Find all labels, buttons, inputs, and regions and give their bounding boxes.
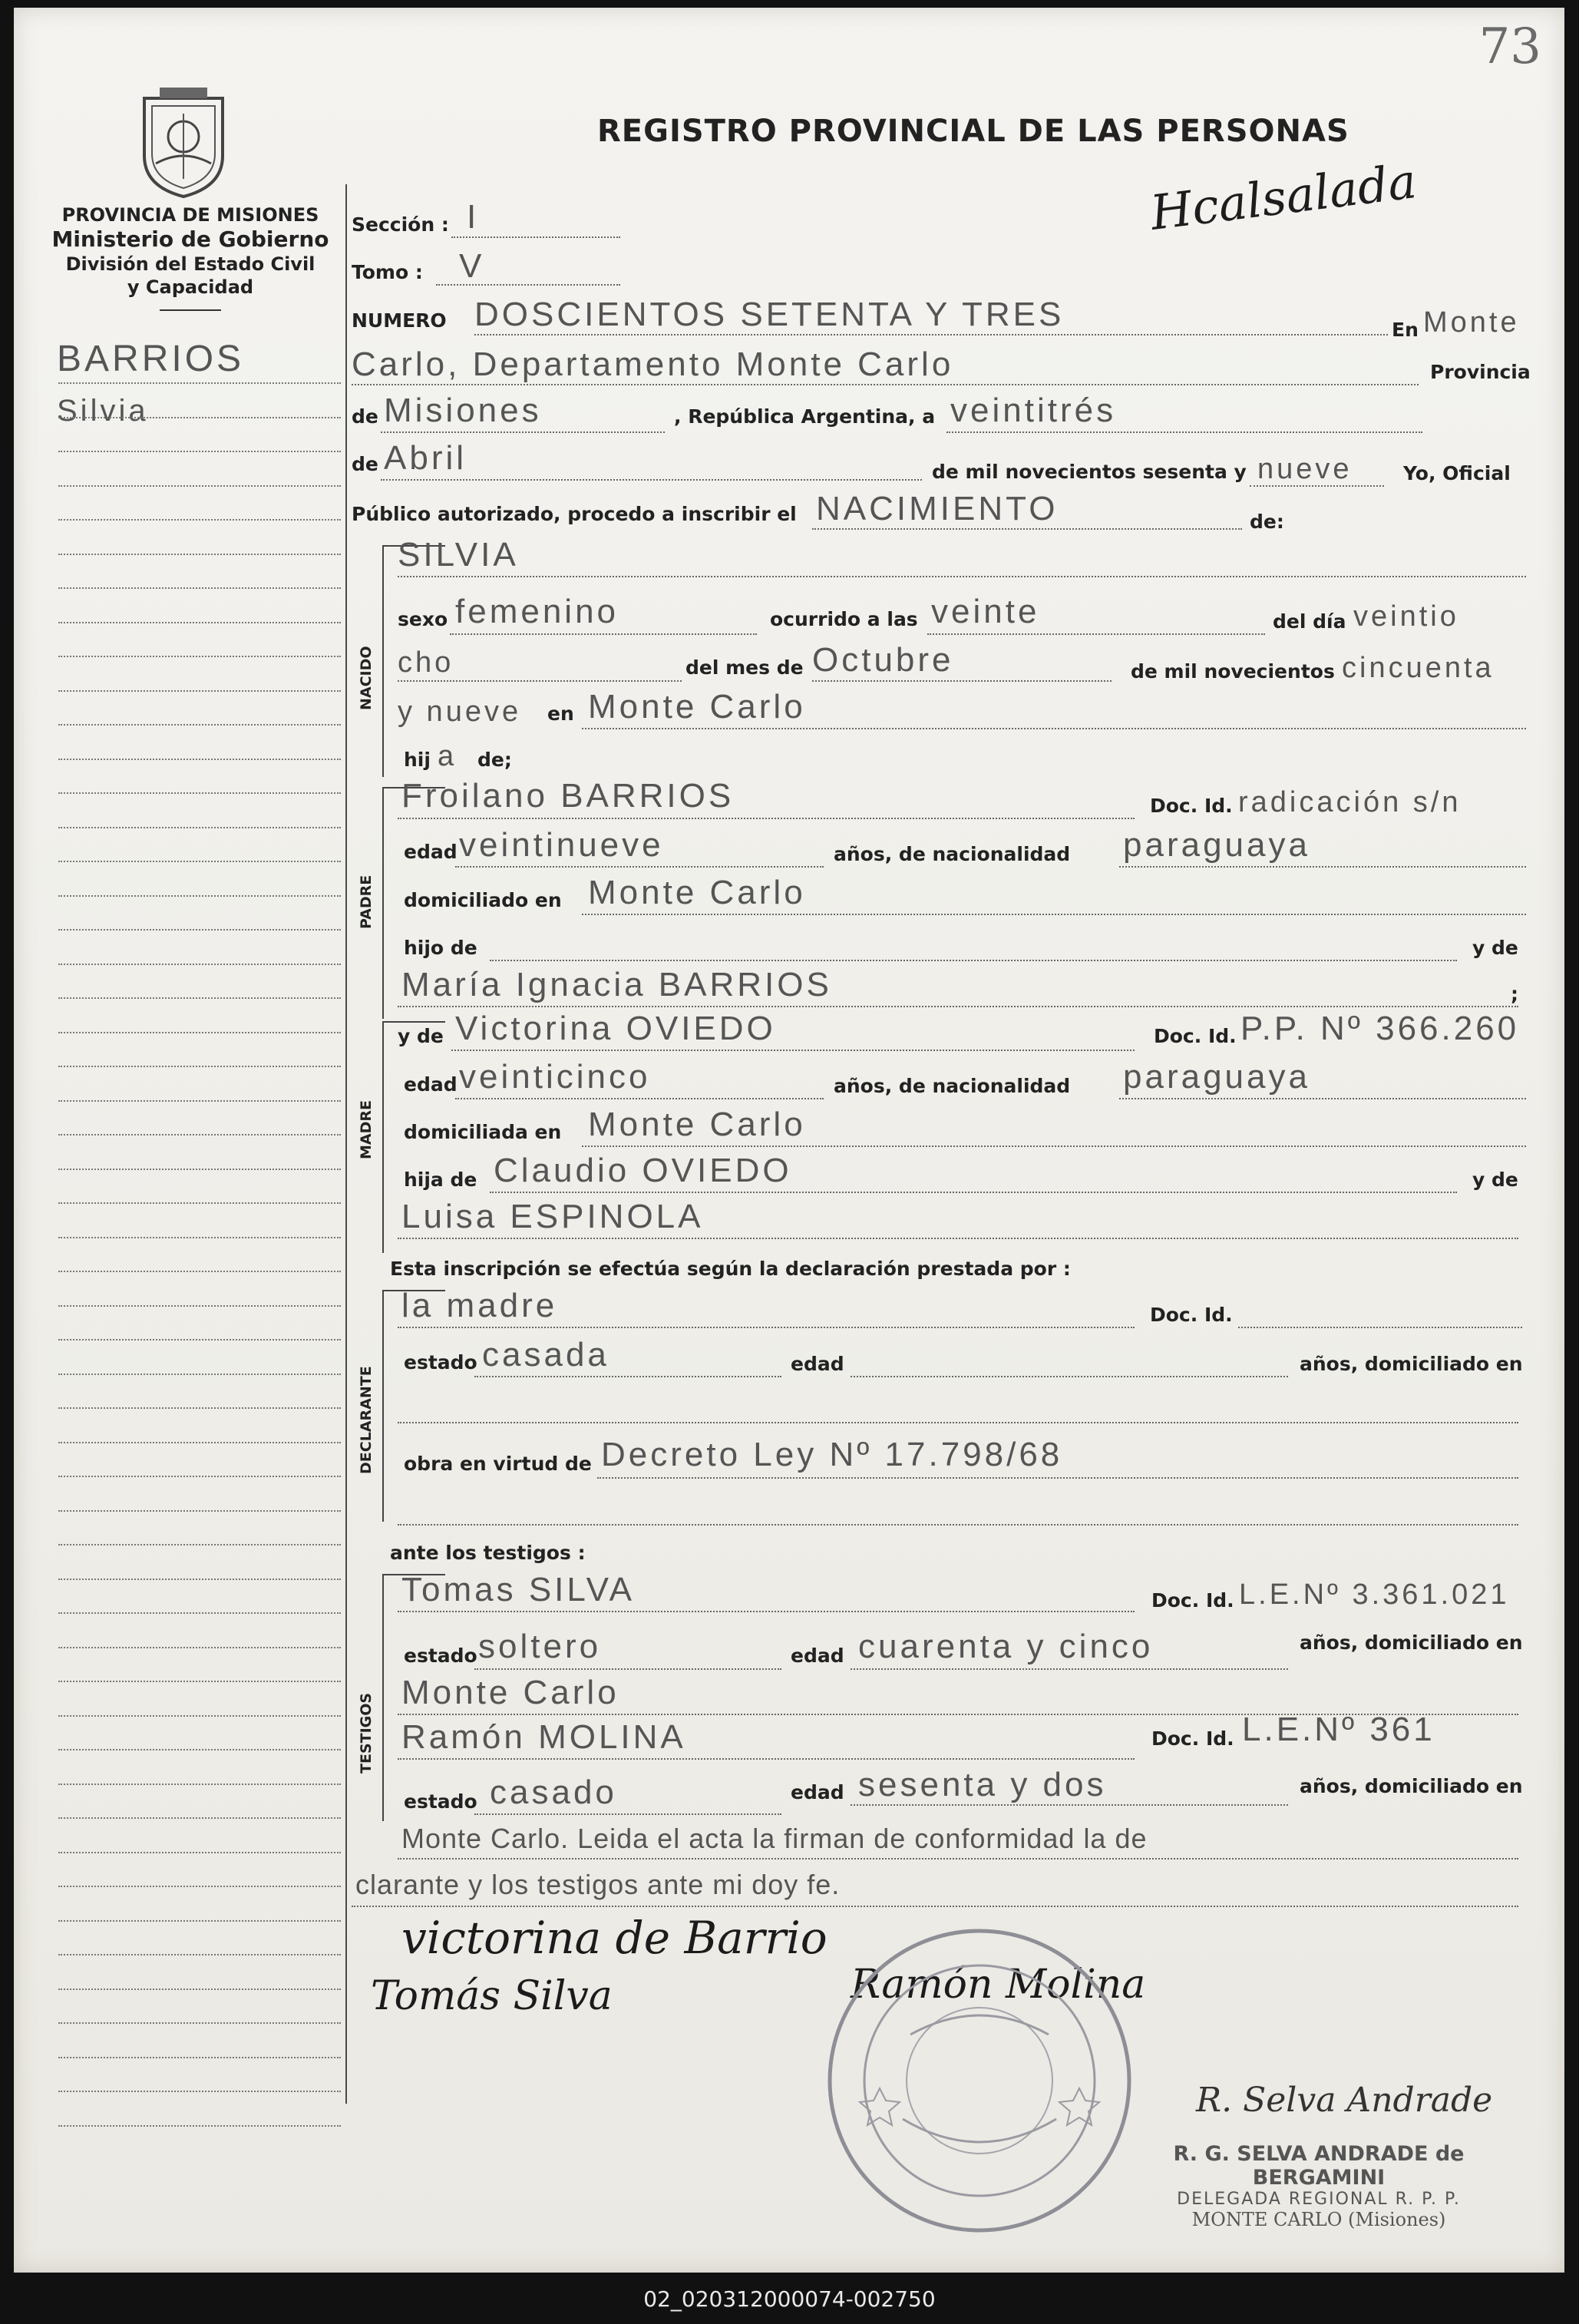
testigo1-estado-value: soltero (478, 1628, 602, 1665)
testigo2-name: Ramón MOLINA (401, 1718, 686, 1756)
seccion-label: Sección : (352, 213, 449, 236)
testigo1-name: Tomas SILVA (401, 1571, 636, 1608)
madre-father-value: Claudio OVIEDO (494, 1152, 792, 1189)
year-value: nueve (1257, 453, 1353, 485)
top-signature: Hcalsalada (1147, 153, 1419, 241)
anio-value: cincuenta (1342, 652, 1495, 684)
tomo-label: Tomo : (352, 261, 423, 283)
en-label: En (1392, 319, 1419, 341)
page-number: 73 (1478, 18, 1541, 75)
testigo1-edad-label: edad (791, 1645, 844, 1667)
year-label: de mil novecientos sesenta y (932, 461, 1247, 483)
header-rule (160, 309, 221, 311)
testigo2-estado-value: casado (490, 1774, 617, 1811)
madre-nac-label: años, de nacionalidad (834, 1075, 1071, 1097)
division-line-1: División del Estado Civil (65, 253, 315, 275)
padre-name: Froilano BARRIOS (401, 777, 735, 815)
left-header (45, 203, 336, 311)
padre-edad-label: edad (404, 841, 458, 863)
testigo1-dom-value: Monte Carlo (401, 1674, 619, 1711)
padre-dom-label: domiciliado en (404, 889, 562, 911)
publico-label: Público autorizado, procedo a inscribir el (352, 503, 797, 525)
testigo1-estado-label: estado (404, 1645, 477, 1667)
document-page (14, 8, 1564, 2273)
provincia-label: Provincia (1430, 361, 1531, 383)
testigo2-doc-value: L.E.Nº 361 (1242, 1711, 1435, 1748)
hij-suffix: a (438, 740, 458, 772)
obra-label: obra en virtud de (404, 1453, 592, 1475)
ocurrido-label: ocurrido a las (770, 608, 918, 630)
province-value: Misiones (384, 392, 542, 429)
madre-hija-label: hija de (404, 1169, 477, 1191)
officer-title: DELEGADA REGIONAL R. P. P. (1177, 2190, 1461, 2209)
sexo-value: femenino (455, 593, 619, 630)
officer-name: R. G. SELVA ANDRADE de BERGAMINI (1173, 2142, 1465, 2190)
madre-dom-value: Monte Carlo (588, 1106, 806, 1143)
padre-hijo-label: hijo de (404, 937, 477, 959)
nacido-section-label: NACIDO (358, 646, 375, 710)
footer-id: 02_020312000074-002750 (643, 2286, 936, 2312)
madre-mother-value: Luisa ESPINOLA (401, 1198, 704, 1235)
padre-y-de-label: y de (1472, 937, 1518, 959)
en-nacido-label: en (547, 702, 574, 725)
madre-edad-label: edad (404, 1073, 458, 1096)
anio-label: de mil novecientos (1131, 660, 1335, 683)
padre-mother-value: María Ignacia BARRIOS (401, 966, 832, 1003)
testigo2-edad-label: edad (791, 1781, 844, 1803)
padre-section-label: PADRE (358, 874, 375, 929)
act-value: NACIMIENTO (816, 490, 1059, 527)
closing-line-2: clarante y los testigos ante mi doy fe. (355, 1869, 841, 1900)
officer-place: MONTE CARLO (Misiones) (1191, 2209, 1446, 2230)
testigo2-dom-label: años, domiciliado en (1300, 1775, 1523, 1797)
officer-block (1119, 2142, 1518, 2230)
nacido-name: SILVIA (398, 536, 519, 574)
division-line-2: y Capacidad (127, 276, 254, 298)
mes-value: Octubre (812, 641, 954, 679)
madre-y-de-label: y de (398, 1025, 444, 1047)
madre-section-label: MADRE (358, 1100, 375, 1159)
declarante-doc-label: Doc. Id. (1150, 1304, 1233, 1326)
closing-line-1: Monte Carlo. Leida el acta la firman de conformidad la de (401, 1823, 1148, 1854)
declarante-intro: Esta inscripción se efectúa según la declaración prestada por : (390, 1258, 1071, 1280)
lugar-value: Monte Carlo (588, 688, 806, 726)
en-value: Monte (1423, 306, 1520, 339)
testigo2-doc-label: Doc. Id. (1151, 1727, 1234, 1750)
declarante-section-label: DECLARANTE (358, 1366, 375, 1474)
hij-de-label: de; (477, 749, 512, 771)
padre-doc-value: radicación s/n (1238, 786, 1462, 818)
declarant-signature: victorina de Barrio (401, 1912, 827, 1964)
hij-label: hij (404, 749, 431, 771)
madre-edad-value: veinticinco (459, 1058, 651, 1096)
madre-name: Victorina OVIEDO (455, 1010, 776, 1047)
dia-value: veintio (1353, 600, 1459, 633)
day-value: veintitrés (950, 392, 1117, 429)
province-name: PROVINCIA DE MISIONES (61, 204, 319, 226)
tomo-value: V (459, 247, 485, 285)
madre-dom-label: domiciliada en (404, 1121, 562, 1143)
testigo1-doc-label: Doc. Id. (1151, 1589, 1234, 1612)
testigo1-doc-value: L.E.Nº 3.361.021 (1239, 1579, 1510, 1611)
de-label: de (352, 405, 378, 428)
declarante-name: la madre (401, 1287, 558, 1324)
testigos-section-label: TESTIGOS (358, 1692, 375, 1774)
seccion-value: I (467, 198, 480, 236)
ministry-name: Ministerio de Gobierno (51, 226, 329, 252)
madre-doc-label: Doc. Id. (1154, 1025, 1237, 1047)
oficial-label: Yo, Oficial (1403, 462, 1511, 484)
republica-label: , República Argentina, a (674, 405, 936, 428)
hora-value: veinte (931, 593, 1040, 630)
dia-label: del día (1273, 610, 1346, 633)
place-value: Carlo, Departamento Monte Carlo (352, 345, 954, 383)
declarante-estado-label: estado (404, 1351, 477, 1374)
obra-value: Decreto Ley Nº 17.798/68 (601, 1436, 1063, 1473)
numero-label: NUMERO (352, 309, 447, 332)
testigo2-edad-value: sesenta y dos (858, 1766, 1107, 1803)
padre-nac-label: años, de nacionalidad (834, 843, 1071, 865)
declarante-estado-value: casada (482, 1336, 609, 1374)
document-title: REGISTRO PROVINCIAL DE LAS PERSONAS (597, 114, 1349, 149)
witness1-signature: Tomás Silva (371, 1973, 613, 2019)
testigo2-estado-label: estado (404, 1790, 477, 1813)
padre-dom-value: Monte Carlo (588, 874, 806, 911)
sexo-label: sexo (398, 608, 448, 630)
testigos-intro: ante los testigos : (390, 1542, 586, 1564)
numero-value: DOSCIENTOS SETENTA Y TRES (474, 296, 1065, 333)
madre-doc-value: P.P. Nº 366.260 (1240, 1010, 1520, 1047)
anio-value-continued: y nueve (398, 696, 522, 728)
padre-doc-label: Doc. Id. (1150, 795, 1233, 817)
margin-name: Silvia (57, 394, 149, 428)
declarante-edad-label: edad (791, 1353, 844, 1375)
declarante-dom-label: años, domiciliado en (1300, 1353, 1523, 1375)
madre-y-de-label-2: y de (1472, 1169, 1518, 1191)
de2-label: de (352, 453, 378, 475)
padre-nac-value: paraguaya (1123, 826, 1310, 864)
madre-nac-value: paraguaya (1123, 1058, 1310, 1096)
column-divider (345, 184, 347, 2104)
margin-surname: BARRIOS (57, 339, 245, 379)
witness2-signature: Ramón Molina (851, 1962, 1146, 2008)
month-value: Abril (384, 439, 467, 477)
official-stamp-icon (818, 1919, 1141, 2242)
testigo1-edad-value: cuarenta y cinco (858, 1628, 1154, 1665)
de3-label: de: (1250, 511, 1284, 533)
province-seal-icon (137, 83, 230, 198)
padre-edad-value: veintinueve (459, 826, 664, 864)
dia-value-continued: cho (398, 646, 454, 679)
mes-label: del mes de (685, 656, 804, 679)
officer-signature: R. Selva Andrade (1196, 2081, 1493, 2120)
margin-lines (58, 382, 341, 2159)
testigo1-dom-label: años, domiciliado en (1300, 1631, 1523, 1654)
padre-semicolon: ; (1511, 983, 1518, 1005)
